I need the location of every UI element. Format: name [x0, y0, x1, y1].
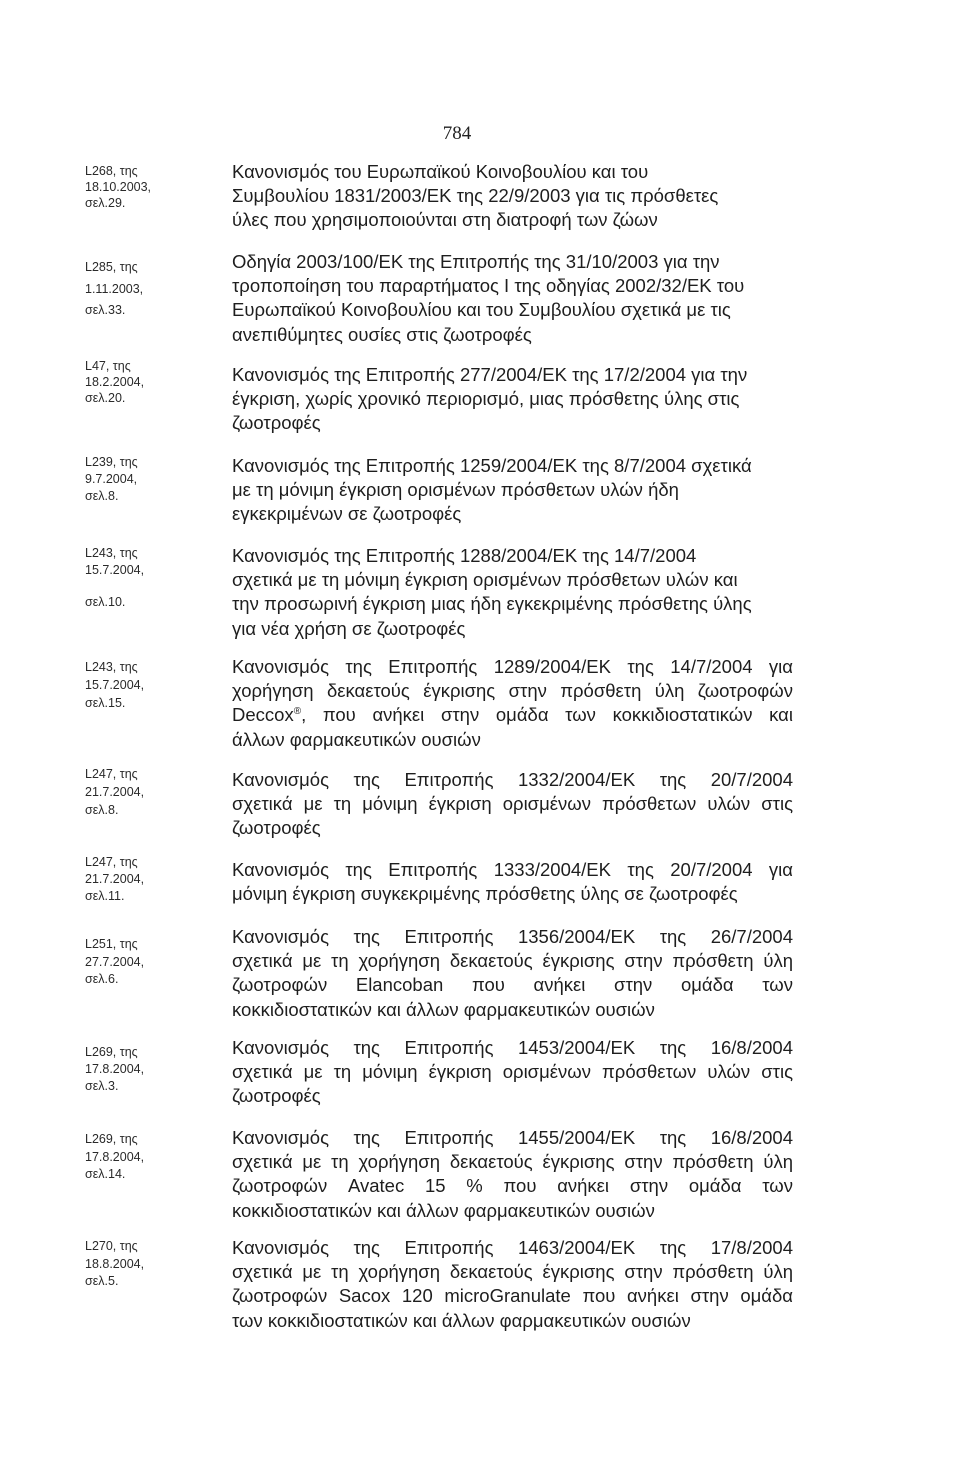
journal-issue: L239, της [85, 454, 138, 469]
journal-page: σελ.8. [85, 488, 119, 503]
page-number: 784 [442, 123, 472, 144]
act-title [232, 544, 795, 642]
journal-date: 1.11.2003, [85, 281, 144, 296]
official-journal-reference [85, 257, 185, 322]
text-line: ανεπιθύμητες ουσίες στις ζωοτροφές [232, 323, 532, 345]
text-line: έγκριση, χωρίς χρονικό περιορισμό, μιας πρόσθετης ύλης στις [232, 387, 740, 409]
journal-date: 9.7.2004, [85, 471, 138, 486]
text-line: ζωοτροφών Avatec 15 % που ανήκει στην ομάδα των [232, 1175, 793, 1197]
journal-issue: L243, της [85, 545, 138, 560]
journal-page: σελ.33. [85, 303, 126, 317]
journal-issue: L269, της [85, 1132, 138, 1146]
act-title [232, 655, 795, 753]
act-title [232, 250, 795, 348]
text-line: σχετικά με τη χορήγηση δεκαετούς έγκρισης στην πρόσθετη ύλη [232, 1260, 793, 1282]
official-journal-reference [85, 1044, 185, 1095]
text-line: σχετικά με τη μόνιμη έγκριση ορισμένων πρόσθετων υλών στις [232, 1060, 793, 1082]
text-line: Κανονισμός της Επιτροπής 1463/2004/ΕΚ της 17/8/2004 [232, 1236, 793, 1258]
text-line: άλλων φαρμακευτικών ουσιών [232, 728, 481, 750]
official-journal-reference [85, 545, 185, 611]
text-line: μόνιμη έγκριση συγκεκριμένης πρόσθετης ύλης σε ζωοτροφές [232, 882, 738, 904]
journal-page: σελ.11. [85, 888, 125, 903]
journal-date: 17.8.2004, [85, 1061, 145, 1076]
text-line: ζωοτροφές [232, 1085, 321, 1107]
journal-issue: L251, της [85, 937, 138, 951]
text-line: Κανονισμός της Επιτροπής 1288/2004/ΕΚ της 14/7/2004 [232, 544, 697, 566]
journal-page: σελ.5. [85, 1274, 119, 1288]
act-title [232, 363, 795, 436]
act-title [232, 1126, 795, 1224]
journal-page: σελ.29. [85, 196, 126, 210]
journal-issue: L247, της [85, 767, 138, 781]
registered-mark: ® [293, 706, 302, 718]
official-journal-reference [85, 854, 185, 905]
text-line: σχετικά με τη μόνιμη έγκριση ορισμένων πρόσθετων υλών και [232, 568, 738, 590]
official-journal-reference [85, 936, 185, 989]
official-journal-reference [85, 358, 185, 406]
text-line: ύλες που χρησιμοποιούνται στη διατροφή των ζώων [232, 209, 658, 231]
act-title [232, 1236, 795, 1334]
act-title [232, 768, 795, 841]
journal-page: σελ.3. [85, 1078, 119, 1093]
journal-date: 15.7.2004, [85, 562, 145, 577]
text-line: σχετικά με τη χορήγηση δεκαετούς έγκρισης στην πρόσθετη ύλη [232, 1150, 793, 1172]
text-line: με τη μόνιμη έγκριση ορισμένων πρόσθετων υλών ήδη [232, 478, 679, 500]
text-fragment: , που ανήκει στην ομάδα των κοκκιδιοστατικών και [301, 704, 793, 726]
journal-issue: L270, της [85, 1239, 138, 1253]
text-line: ζωοτροφές [232, 412, 321, 434]
journal-date: 21.7.2004, [85, 785, 145, 799]
product-name: Deccox [232, 704, 294, 726]
journal-date: 18.8.2004, [85, 1256, 145, 1271]
journal-issue: L269, της [85, 1044, 138, 1059]
text-line: σχετικά με τη μόνιμη έγκριση ορισμένων πρόσθετων υλών στις [232, 792, 793, 814]
text-line: σχετικά με τη χορήγηση δεκαετούς έγκρισης στην πρόσθετη ύλη [232, 949, 793, 971]
journal-date: 21.7.2004, [85, 871, 145, 886]
text-line: των κοκκιδιοστατικών και άλλων φαρμακευτικών ουσιών [232, 1309, 691, 1331]
text-line: Ευρωπαϊκού Κοινοβουλίου και του Συμβουλίου σχετικά με τις [232, 299, 731, 321]
text-line: χορήγηση δεκαετούς έγκρισης στην πρόσθετη ύλη ζωοτροφών [232, 679, 793, 701]
journal-date: 15.7.2004, [85, 678, 145, 692]
text-line: Κανονισμός της Επιτροπής 1356/2004/ΕΚ της 26/7/2004 [232, 925, 793, 947]
journal-page: σελ.15. [85, 696, 126, 710]
text-line: τροποποίηση του παραρτήματος Ι της οδηγίας 2002/32/ΕΚ του [232, 274, 745, 296]
text-line: Κανονισμός της Επιτροπής 1332/2004/ΕΚ της 20/7/2004 [232, 768, 793, 790]
official-journal-reference [85, 1238, 185, 1291]
text-line: την προσωρινή έγκριση μιας ήδη εγκεκριμένης πρόσθετης ύλης [232, 593, 752, 615]
journal-issue: L47, της [85, 359, 131, 373]
journal-date: 17.8.2004, [85, 1149, 145, 1164]
act-title [232, 858, 795, 907]
act-title [232, 1036, 795, 1109]
text-line: Κανονισμός της Επιτροπής 1455/2004/ΕΚ της 16/8/2004 [232, 1126, 793, 1148]
journal-issue: L268, της [85, 164, 138, 178]
journal-date: 18.10.2003, [85, 180, 152, 194]
journal-issue: L243, της [85, 660, 138, 674]
text-line: Κανονισμός του Ευρωπαϊκού Κοινοβουλίου και του [232, 160, 649, 182]
journal-page: σελ.8. [85, 803, 119, 817]
act-title [232, 160, 795, 233]
text-line: εγκεκριμένων σε ζωοτροφές [232, 503, 462, 525]
journal-page: σελ.14. [85, 1167, 126, 1181]
text-line: Κανονισμός της Επιτροπής 1289/2004/ΕΚ της 14/7/2004 για [232, 655, 793, 677]
text-line [232, 703, 795, 727]
official-journal-reference [85, 454, 185, 505]
journal-page: σελ.20. [85, 391, 126, 405]
text-line: για νέα χρήση σε ζωοτροφές [232, 617, 466, 639]
text-line: Οδηγία 2003/100/ΕΚ της Επιτροπής της 31/10/2003 για την [232, 250, 720, 272]
official-journal-reference [85, 1131, 185, 1184]
text-line: Κανονισμός της Επιτροπής 1333/2004/ΕΚ της 20/7/2004 για [232, 858, 793, 880]
text-line: Συμβουλίου 1831/2003/ΕΚ της 22/9/2003 για τις πρόσθετες [232, 184, 719, 206]
journal-page: σελ.6. [85, 972, 119, 986]
official-journal-reference [85, 765, 185, 819]
official-journal-reference [85, 658, 185, 712]
journal-issue: L247, της [85, 854, 138, 869]
act-title [232, 454, 795, 527]
text-line: Κανονισμός της Επιτροπής 1259/2004/ΕΚ της 8/7/2004 σχετικά [232, 454, 752, 476]
act-title [232, 925, 795, 1023]
text-line: ζωοτροφές [232, 817, 321, 839]
journal-page: σελ.10. [85, 594, 126, 609]
text-line: Κανονισμός της Επιτροπής 1453/2004/ΕΚ της 16/8/2004 [232, 1036, 793, 1058]
journal-date: 18.2.2004, [85, 375, 145, 389]
text-line: ζωοτροφών Sacox 120 microGranulate που ανήκει στην ομάδα [232, 1285, 793, 1307]
journal-date: 27.7.2004, [85, 954, 145, 969]
official-journal-reference [85, 163, 185, 211]
text-line: κοκκιδιοστατικών και άλλων φαρμακευτικών ουσιών [232, 998, 655, 1020]
text-line: κοκκιδιοστατικών και άλλων φαρμακευτικών ουσιών [232, 1199, 655, 1221]
journal-issue: L285, της [85, 260, 138, 274]
text-line: ζωοτροφών Elancoban που ανήκει στην ομάδα των [232, 974, 793, 996]
text-line: Κανονισμός της Επιτροπής 277/2004/ΕΚ της 17/2/2004 για την [232, 363, 748, 385]
